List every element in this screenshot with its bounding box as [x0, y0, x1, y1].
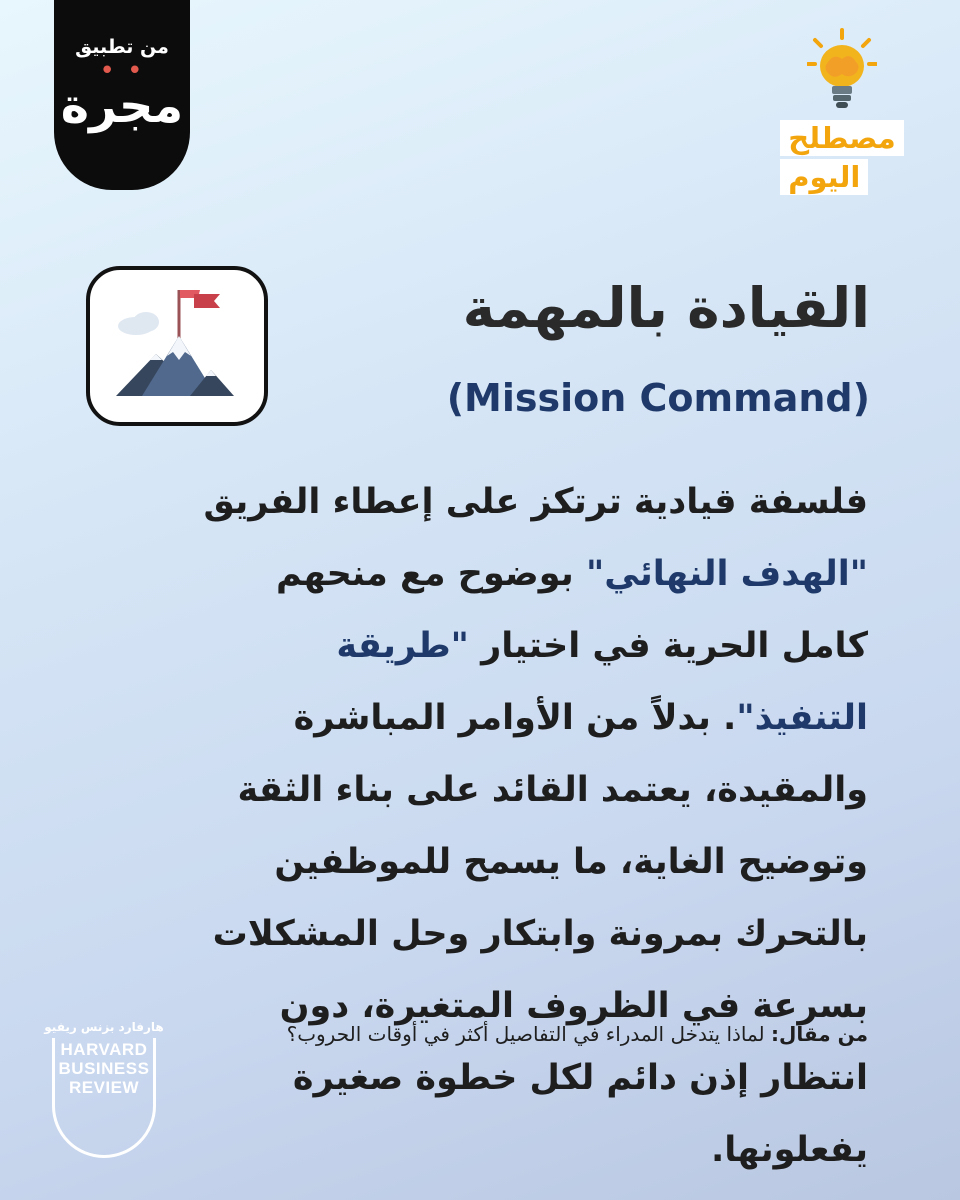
hbr-arabic-name: هارفارد بزنس ريفيو [44, 1020, 164, 1034]
icon-box [86, 266, 268, 426]
term-of-the-day [782, 28, 902, 198]
app-badge [54, 0, 190, 190]
hbr-line-2: BUSINESS [58, 1059, 150, 1078]
page-subtitle: (Mission Command) [446, 376, 870, 420]
definition-highlight-2: "طريقة التنفيذ" [336, 626, 868, 738]
page-title: القيادة بالمهمة [462, 276, 870, 340]
lightbulb-brain-icon [807, 28, 877, 112]
hbr-line-1: HARVARD [60, 1040, 148, 1059]
definition-text [188, 466, 868, 1186]
hbr-shield [52, 1038, 156, 1158]
source-label: من مقال: [771, 1022, 868, 1046]
definition-part-1: فلسفة قيادية ترتكز على إعطاء الفريق [203, 482, 868, 522]
hbr-logo [44, 1020, 164, 1158]
source-title: لماذا يتدخل المدراء في التفاصيل أكثر في أوقات الحروب؟ [286, 1022, 765, 1046]
app-logo [60, 56, 184, 134]
hbr-line-3: REVIEW [68, 1078, 140, 1097]
mountain-flag-icon [90, 270, 264, 422]
term-line-2: اليوم [780, 159, 868, 195]
term-line-1: مصطلح [780, 120, 904, 156]
badge-prefix: من تطبيق [75, 36, 169, 58]
term-labels [780, 120, 904, 198]
definition-highlight-1: "الهدف النهائي" [586, 554, 868, 594]
logo-dots: • • [99, 56, 145, 86]
definition-part-3: . بدلاً من الأوامر المباشرة والمقيدة، يعتمد القائد على بناء الثقة وتوضيح الغاية، ما يسمح للموظفين بالتحرك بمرونة وابتكار وحل المشكلات بسرعة في الظروف المتغيرة، دون انتظار إذن دائم لكل خطوة صغيرة يفعلونها. [212, 698, 868, 1170]
logo-text: مجرة [60, 78, 184, 134]
definition-part-2: بوضوح مع منحهم كامل الحرية في اختيار [276, 554, 868, 666]
source-line [208, 1022, 868, 1046]
